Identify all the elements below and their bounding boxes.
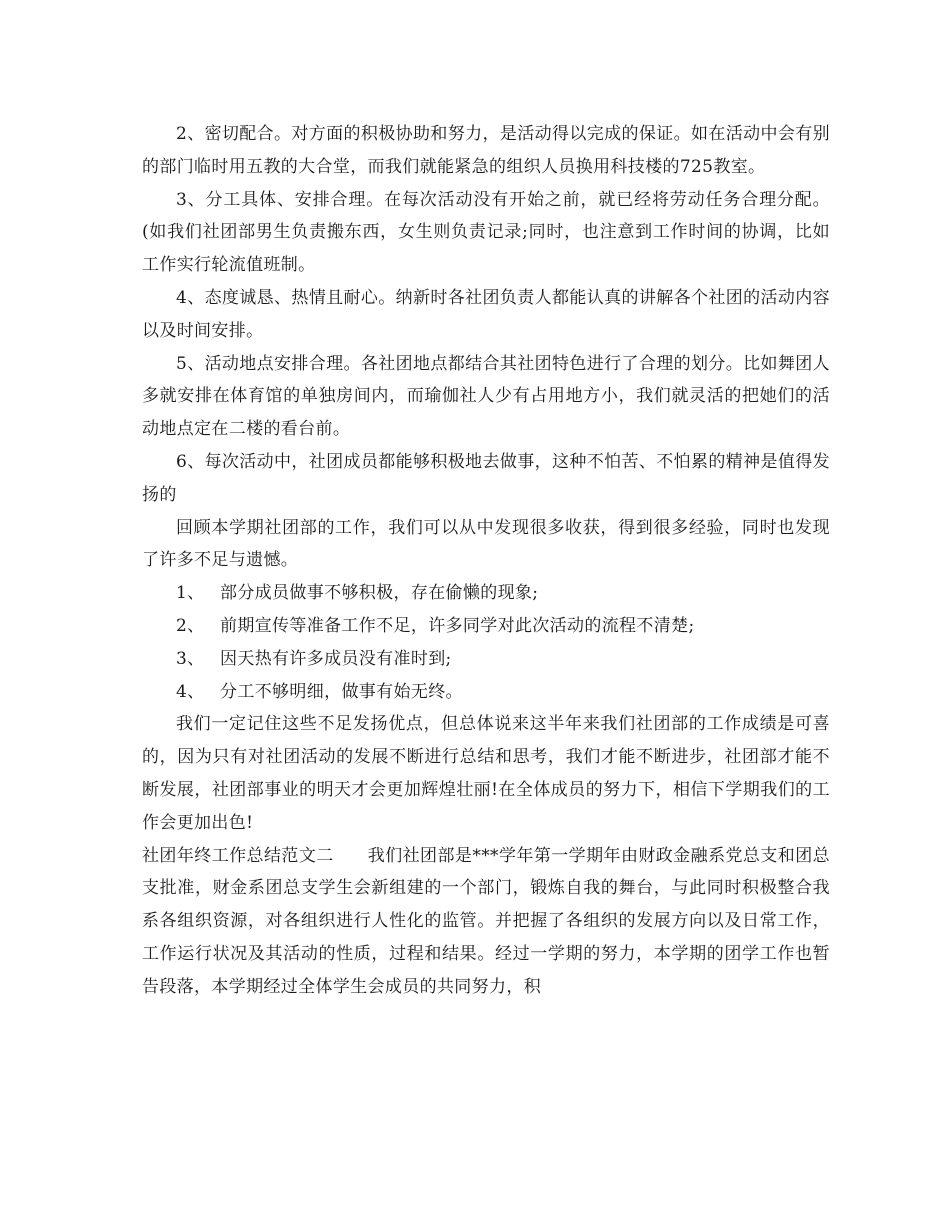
- list-item-text: 部分成员做事不够积极，存在偷懒的现象;: [220, 583, 539, 604]
- section-2: [142, 840, 830, 1004]
- paragraph-point-2: 2、密切配合。对方面的积极协助和努力，是活动得以完成的保证。如在活动中会有别的部门临时用五教的大合堂，而我们就能紧急的组织人员换用科技楼的725教室。: [142, 124, 830, 177]
- paragraph-conclusion: 我们一定记住这些不足发扬优点，但总体说来这半年来我们社团部的工作成绩是可喜的，因为只有对社团活动的发展不断进行总结和思考，我们才能不断进步，社团部才能不断发展，社团部事业的明天才会更加辉煌壮丽!在全体成员的努力下，相信下学期我们的工作会更加出色!: [142, 714, 830, 833]
- list-item-number: 2、: [176, 615, 205, 636]
- list-item-number: 1、: [176, 583, 205, 604]
- list-item: [142, 610, 830, 643]
- list-item: [142, 643, 830, 676]
- section-2-title: 社团年终工作总结范文二: [142, 845, 334, 866]
- paragraph-review: 回顾本学期社团部的工作，我们可以从中发现很多收获，得到很多经验，同时也发现了许多不足与遗憾。: [142, 517, 830, 571]
- list-item: [142, 676, 830, 709]
- paragraph-point-6: 6、每次活动中，社团成员都能够积极地去做事，这种不怕苦、不怕累的精神是值得发扬的: [142, 451, 830, 505]
- list-item: [142, 577, 830, 610]
- paragraph-point-4: 4、态度诚恳、热情且耐心。纳新时各社团负责人都能认真的讲解各个社团的活动内容以及时间安排。: [142, 287, 830, 341]
- list-item-number: 3、: [176, 648, 205, 669]
- section-2-text: 我们社团部是***学年第一学期年由财政金融系党总支和团总支批准，财金系团总支学生会新组建的一个部门，锻炼自我的舞台，与此同时积极整合我系各组织资源，对各组织进行人性化的监管。并把握了各组织的发展方向以及日常工作，工作运行状况及其活动的性质，过程和结果。经过一学期的努力，本学期的团学工作也暂告段落，本学期经过全体学生会成员的共同努力，积: [142, 845, 830, 997]
- paragraph-point-3: 3、分工具体、安排合理。在每次活动没有开始之前，就已经将劳动任务合理分配。(如我们社团部男生负责搬东西，女生则负责记录;同时，也注意到工作时间的协调，比如工作实行轮流值班制。: [142, 189, 830, 276]
- list-item-text: 因天热有许多成员没有准时到;: [220, 648, 452, 669]
- paragraph-point-5: 5、活动地点安排合理。各社团地点都结合其社团特色进行了合理的划分。比如舞团人多就安排在体育馆的单独房间内，而瑜伽社人少有占用地方小，我们就灵活的把她们的活动地点定在二楼的看台前。: [142, 353, 830, 440]
- list-item-text: 前期宣传等准备工作不足，许多同学对此次活动的流程不清楚;: [220, 615, 695, 636]
- shortcomings-list: [142, 577, 830, 708]
- list-item-number: 4、: [176, 681, 205, 702]
- list-item-text: 分工不够明细，做事有始无终。: [220, 681, 463, 702]
- document-body: [142, 118, 830, 1004]
